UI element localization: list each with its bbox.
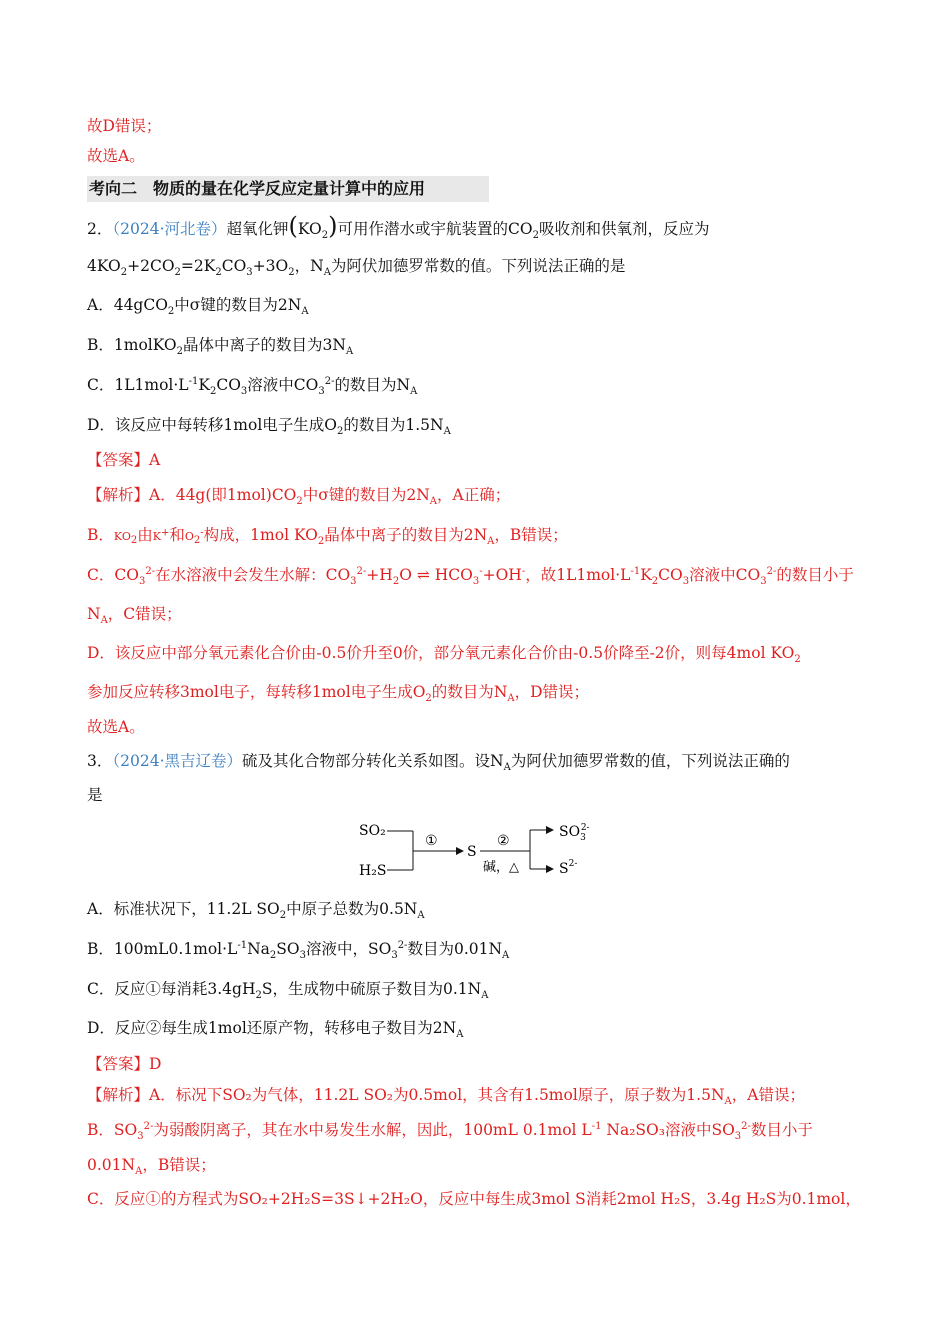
q3-explain-c: C．反应①的方程式为SO₂+2H₂S=3S↓+2H₂O，反应中每生成3mol S消耗2mol H₂S，3.4g H₂S为0.1mol， — [87, 1190, 861, 1208]
question-3-option-b: B．$100mL0.1mol\cdot L^{-1}Na_2SO_3$溶液中，$SO_3^{2-}$数目为$0.01N_A$ — [87, 939, 510, 962]
question-2-option-a: A．44gCO$_2$中σ键的数目为$2N_A$ — [87, 296, 309, 318]
question-2-option-c: C．$1L1mol\cdot L^{-1}K_2CO_3$溶液中$CO_3^{2-}$的数目为$N_A$ — [87, 375, 418, 398]
question-3-answer: 【答案】D — [87, 1055, 162, 1073]
text-line: 故选A。 — [87, 718, 145, 736]
section-heading: 考向二 物质的量在化学反应定量计算中的应用 — [87, 176, 489, 202]
question-2-option-d: D．该反应中每转移1mol电子生成$O_2$的数目为$1.5N_A$ — [87, 416, 451, 438]
diagram-label-so3: $SO_32-$ — [559, 823, 590, 843]
q2-explain-d-cont: 参加反应转移3mol电子，每转移1mol电子生成$O_2$的数目为$N_A$，D错误； — [87, 683, 590, 705]
question-2-option-b: B．1molKO$_2$晶体中离子的数目为$3N_A$ — [87, 336, 354, 358]
question-3-stem: 3．（2024·黑吉辽卷）硫及其化合物部分转化关系如图。设$N_A$为阿伏加德罗常数的值，下列说法正确的 — [87, 752, 790, 774]
sulfur-conversion-diagram — [355, 815, 605, 885]
diagram-label-s2: $S^{2-}$ — [559, 859, 578, 877]
q2-explain-c: C．$CO_3^{2-}$在水溶液中会发生水解：$CO_3^{2-}+H_2O$ ⇌ $HCO_3^-+OH^-$，故$1L1mol\cdot L^{-1}K_2CO_3$溶液中$CO_3^{2-}$的数目小于 — [87, 565, 854, 588]
question-2-answer: 【答案】A — [87, 451, 161, 469]
q3-explain-b: B．$SO_3^{2-}$为弱酸阴离子，其在水中易发生水解，因此，100mL 0.1mol $L^{-1}$ Na₂SO₃溶液中$SO_3^{2-}$数目小于 — [87, 1120, 813, 1143]
diagram-label-so2: SO₂ — [359, 823, 386, 839]
diagram-label-s: S — [467, 844, 477, 860]
diagram-label-h2s: H₂S — [359, 863, 387, 879]
q2-explain-b: B．$KO_2$由K+和$O_2^-$构成，1mol $KO_2$晶体中离子的数目为$2N_A$，B错误； — [87, 526, 568, 548]
question-2-equation: $4KO_2+2CO_2=2K_2CO_3+3O_2$，$N_A$为阿伏加德罗常数的值。下列说法正确的是 — [87, 257, 626, 279]
q2-explain-d: D．该反应中部分氧元素化合价由-0.5价升至0价，部分氧元素化合价由-0.5价降至-2价，则每4mol $KO_2$ — [87, 644, 801, 666]
question-3-option-d: D．反应②每生成1mol还原产物，转移电子数目为$2N_A$ — [87, 1019, 464, 1041]
diagram-step-1: ① — [425, 833, 438, 849]
question-3-option-c: C．反应①每消耗$3.4gH_2S$，生成物中硫原子数目为$0.1N_A$ — [87, 980, 489, 1002]
diagram-step-2: ② — [497, 833, 510, 849]
text-line: 故D错误； — [87, 117, 162, 135]
question-3-stem-cont: 是 — [87, 786, 103, 804]
question-2-stem: 2．（2024·河北卷）超氧化钾$(KO_2)$可用作潜水或宇航装置的$CO_2$吸收剂和供氧剂，反应为 — [87, 212, 710, 242]
q3-explain-a: 【解析】A．标况下SO₂为气体，11.2L SO₂为0.5mol，其含有1.5mol原子，原子数为$1.5N_A$，A错误； — [87, 1086, 805, 1108]
text-line: 故选A。 — [87, 147, 145, 165]
question-3-option-a: A．标准状况下，11.2L $SO_2$中原子总数为$0.5N_A$ — [87, 900, 425, 922]
q2-explain-a: 【解析】A．44g(即$1mol)CO_2$中σ键的数目为$2N_A$，A正确； — [87, 486, 511, 508]
diagram-condition: 碱，△ — [483, 860, 519, 875]
q2-explain-c-cont: $N_A$，C错误； — [87, 605, 182, 627]
q3-explain-b-cont: $0.01N_A$，B错误； — [87, 1156, 216, 1178]
